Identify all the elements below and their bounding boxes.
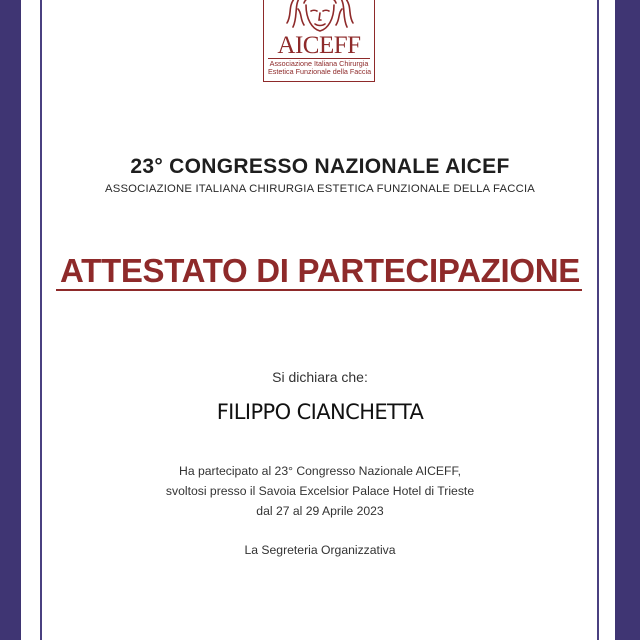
participant-name: FILIPPO CIANCHETTA bbox=[216, 400, 424, 424]
participation-statement bbox=[0, 461, 640, 521]
logo-tagline bbox=[268, 58, 370, 79]
medusa-face-icon bbox=[284, 0, 356, 33]
statement-line-2: svoltosi presso il Savoia Excelsior Palace Hotel di Trieste bbox=[165, 484, 475, 498]
signature-label: La Segreteria Organizzativa bbox=[244, 543, 396, 557]
certificate-title: ATTESTATO DI PARTECIPAZIONE bbox=[60, 252, 580, 289]
statement-line-3: dal 27 al 29 Aprile 2023 bbox=[256, 504, 384, 518]
association-name: ASSOCIAZIONE ITALIANA CHIRURGIA ESTETICA FUNZIONALE DELLA FACCIA bbox=[104, 183, 536, 195]
title-underline-divider bbox=[56, 289, 582, 291]
logo-brand-text: AICEFF bbox=[277, 32, 361, 59]
logo-tagline-line2: Estetica Funzionale della Faccia bbox=[268, 67, 372, 76]
logo-tagline-line1: Associazione Italiana Chirurgia bbox=[269, 59, 369, 68]
statement-line-1: Ha partecipato al 23° Congresso Nazionale AICEFF, bbox=[179, 464, 461, 478]
declaration-label: Si dichiara che: bbox=[272, 369, 368, 385]
aiceff-logo bbox=[263, 0, 375, 82]
congress-title: 23° CONGRESSO NAZIONALE AICEF bbox=[130, 155, 510, 178]
